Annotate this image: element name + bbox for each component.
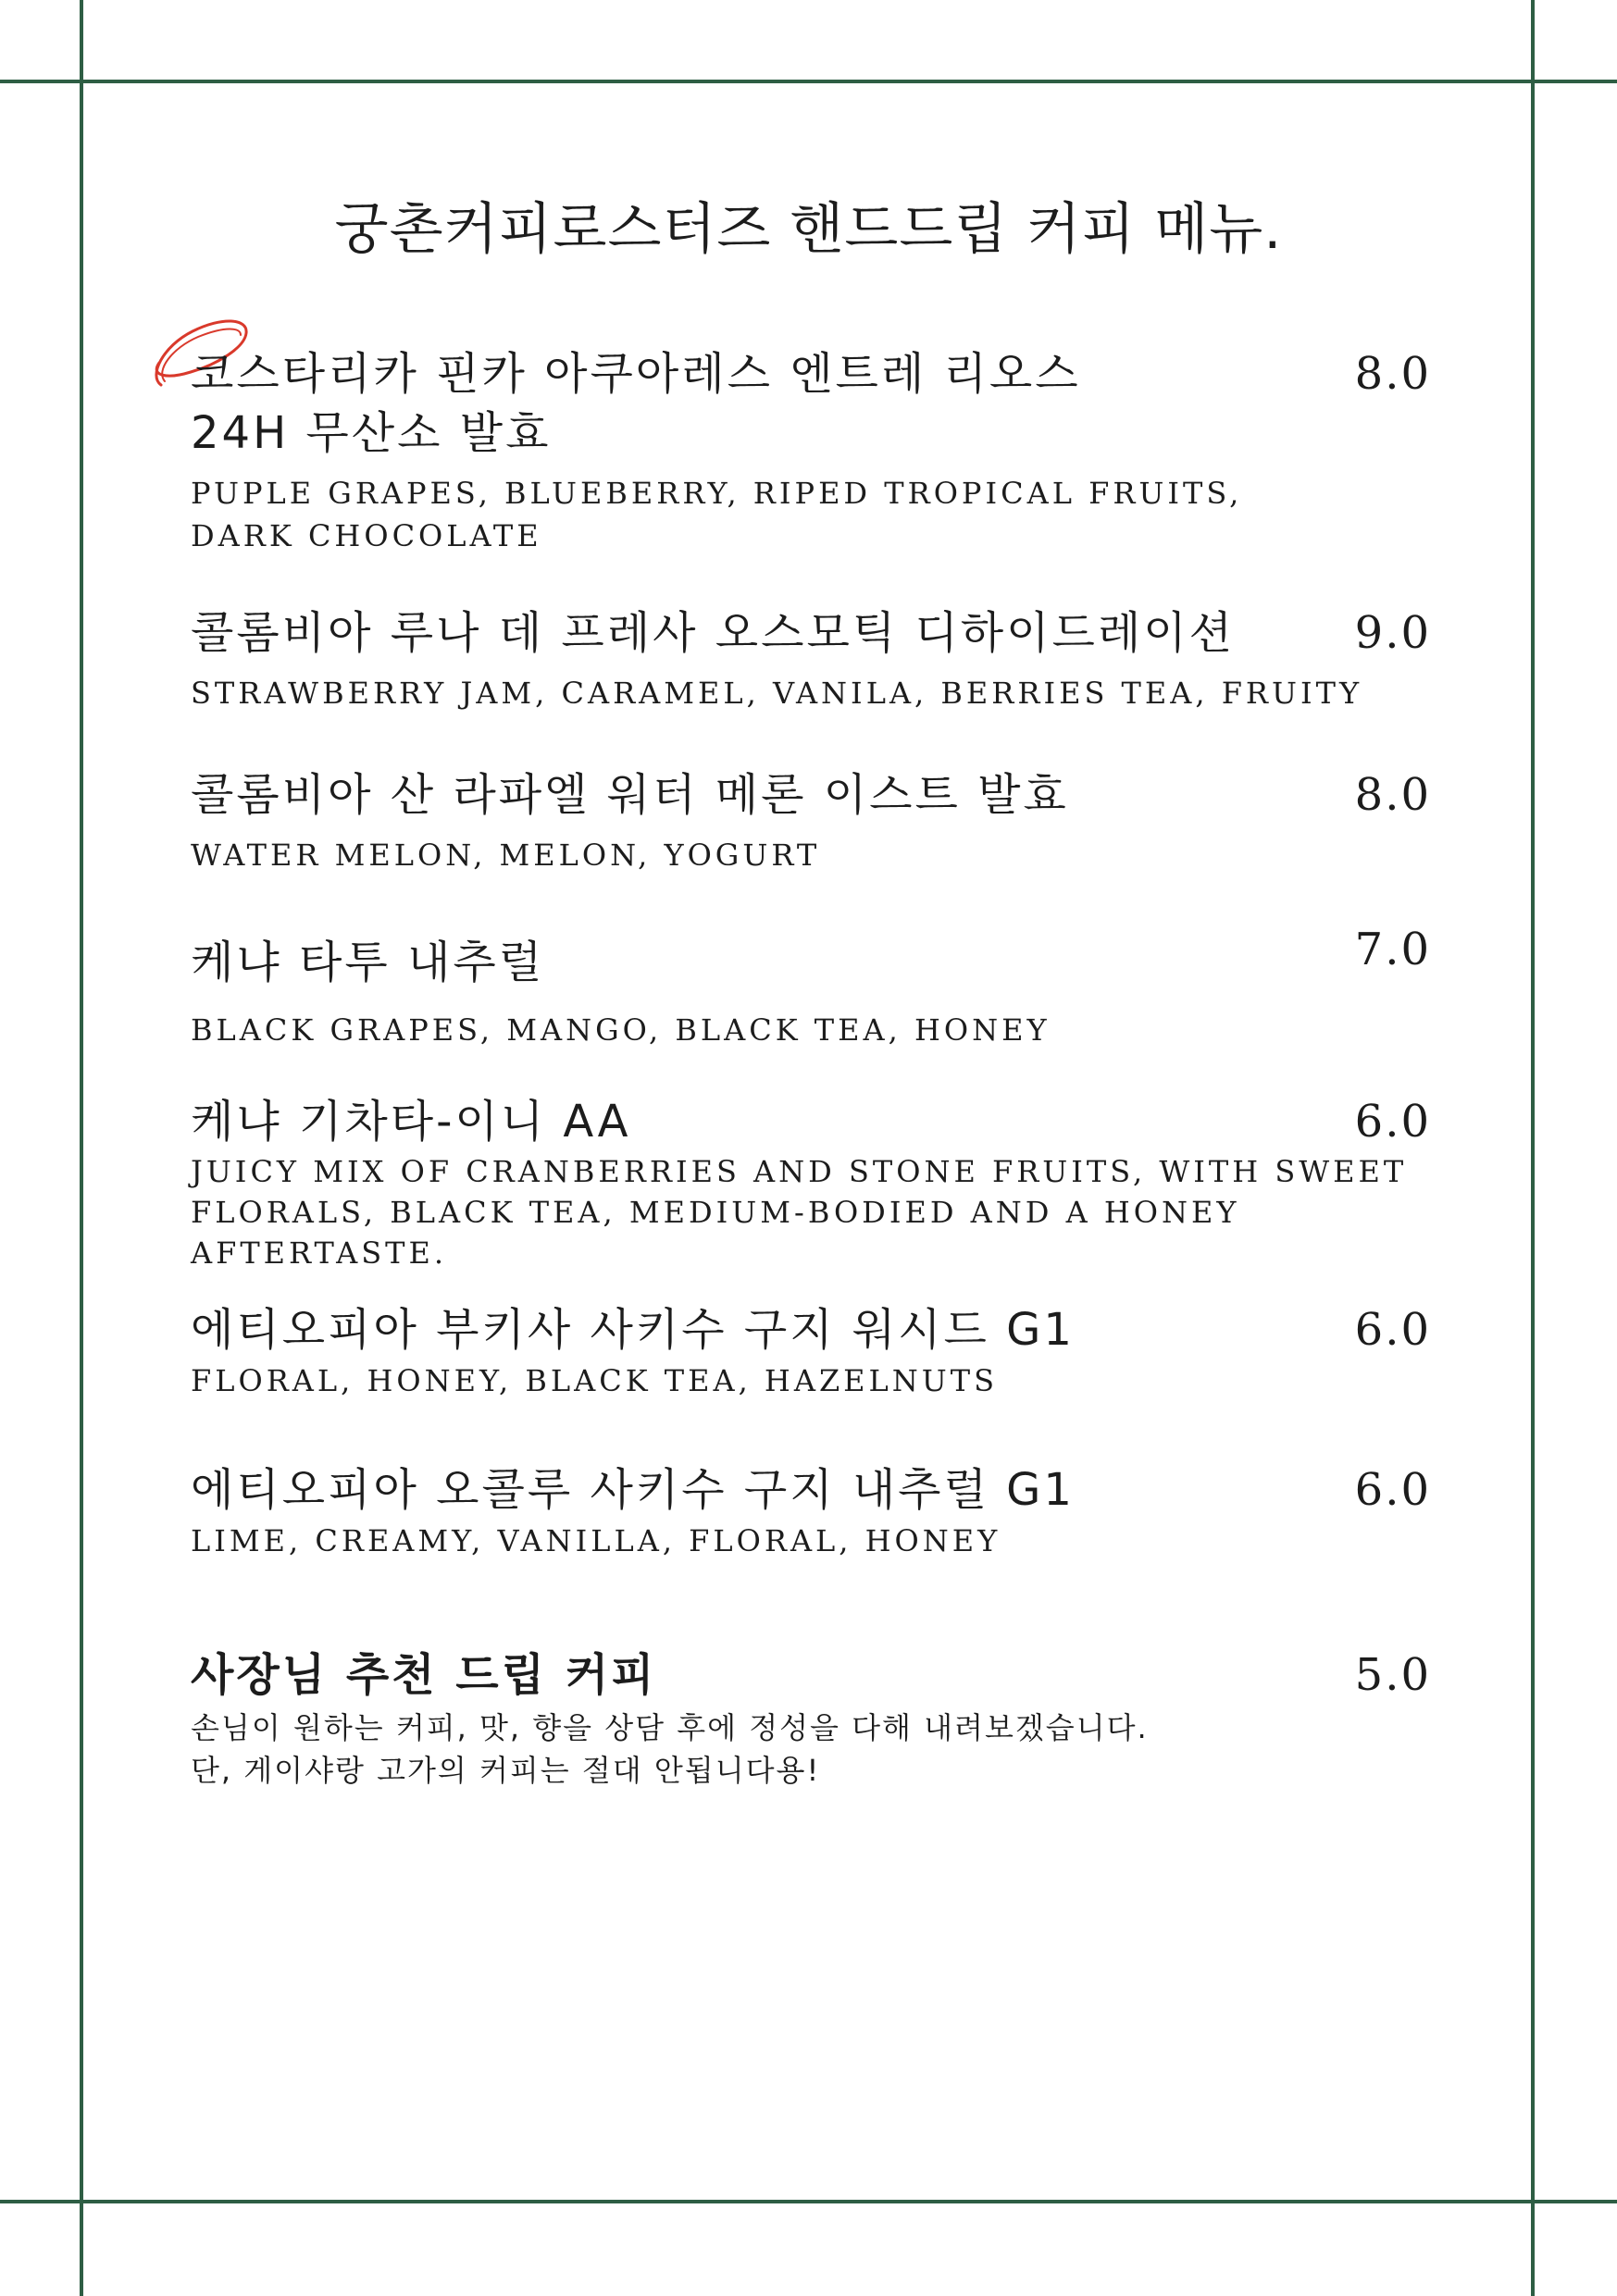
item-notes: PUPLE GRAPES, BLUEBERRY, RIPED TROPICAL FRUITS, DARK CHOCOLATE: [191, 476, 1243, 553]
menu-item: [191, 344, 1431, 557]
item-notes: STRAWBERRY JAM, CARAMEL, VANILA, BERRIES TEA, FRUITY: [191, 676, 1363, 711]
item-notes: 손님이 원하는 커피, 맛, 향을 상담 후에 정성을 다해 내려보겠습니다. 단, 게이샤랑 고가의 커피는 절대 안됩니다용!: [191, 1710, 1149, 1788]
item-name: 콜롬비아 산 라파엘 워터 메론 이스트 발효: [191, 769, 1069, 821]
item-price: 6.0: [1354, 1096, 1431, 1148]
menu-item: [191, 1092, 1431, 1273]
item-price: 7.0: [1354, 924, 1431, 975]
frame-line-right: [1531, 0, 1535, 2296]
item-name: 케냐 기차타-이니 AA: [191, 1096, 631, 1148]
item-name: 케냐 타투 내추럴: [191, 937, 545, 988]
item-price: 6.0: [1354, 1304, 1431, 1356]
item-name: 에티오피아 오콜루 사키수 구지 내추럴 G1: [191, 1464, 1075, 1516]
item-price: 8.0: [1354, 769, 1431, 821]
item-name: 사장님 추천 드립 커피: [191, 1649, 657, 1701]
menu-item: [191, 924, 1431, 1051]
frame-line-left: [80, 0, 83, 2296]
menu-item-special: [191, 1645, 1431, 1792]
item-name: 코스타리카 핀카 아쿠아레스 엔트레 리오스 24H 무산소 발효: [191, 348, 1081, 459]
frame-line-bottom: [0, 2200, 1617, 2203]
item-notes: BLACK GRAPES, MANGO, BLACK TEA, HONEY: [191, 1012, 1051, 1048]
item-notes: FLORAL, HONEY, BLACK TEA, HAZELNUTS: [191, 1363, 999, 1398]
item-price: 6.0: [1354, 1464, 1431, 1516]
menu-item: [191, 1300, 1431, 1402]
item-price: 8.0: [1354, 348, 1431, 400]
item-price: 5.0: [1354, 1649, 1431, 1701]
menu-item: [191, 765, 1431, 876]
item-name: 에티오피아 부키사 사키수 구지 워시드 G1: [191, 1304, 1075, 1356]
item-price: 9.0: [1354, 607, 1431, 659]
item-name: 콜롬비아 루나 데 프레사 오스모틱 디하이드레이션: [191, 607, 1236, 659]
item-notes: JUICY MIX OF CRANBERRIES AND STONE FRUITS, WITH SWEET FLORALS, BLACK TEA, MEDIUM-BODIED AND A HONEY AFTERTASTE.: [191, 1154, 1408, 1271]
frame-line-top: [0, 80, 1617, 83]
menu-item: [191, 1460, 1431, 1562]
item-notes: WATER MELON, MELON, YOGURT: [191, 838, 821, 873]
menu-title: 궁촌커피로스터즈 핸드드립 커피 메뉴.: [334, 197, 1283, 262]
menu-item: [191, 603, 1431, 714]
item-notes: LIME, CREAMY, VANILLA, FLORAL, HONEY: [191, 1523, 1001, 1558]
